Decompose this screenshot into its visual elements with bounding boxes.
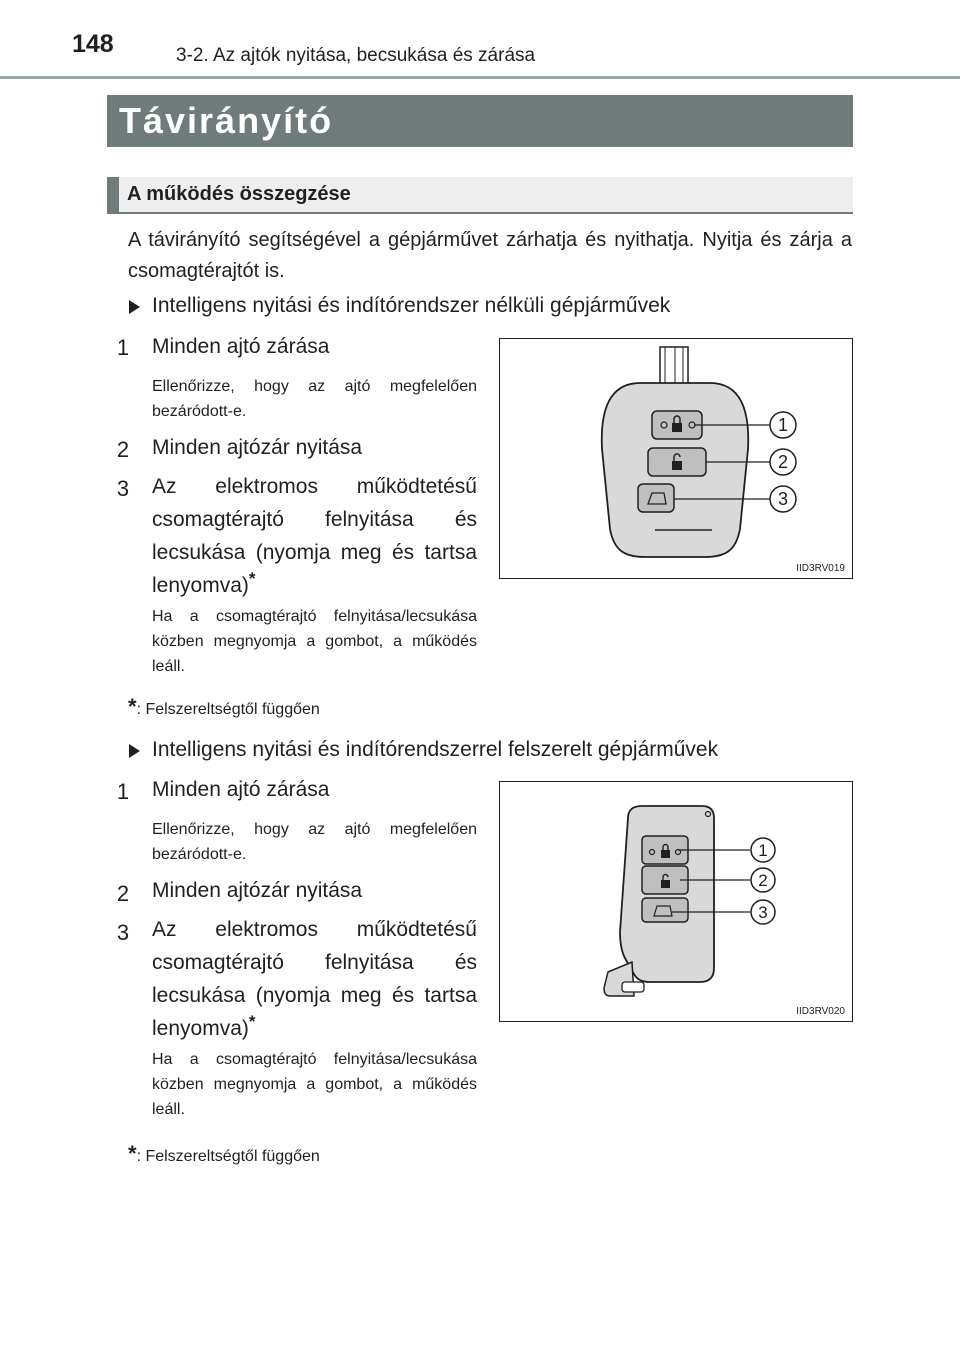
item-note: Ellenőrizze, hogy az ajtó megfelelően bezáródott-e. (152, 821, 477, 863)
remote-key-illustration (500, 339, 852, 578)
footnote-star: * (128, 1141, 137, 1166)
list-item: Minden ajtó zárása (152, 335, 330, 358)
trunk-button (638, 484, 674, 512)
header-divider (0, 76, 960, 79)
subsection-accent (107, 177, 119, 214)
list-item-text: Az elektromos működtetésű csomagtérajtó felnyitása és lecsukása (nyomja meg és tartsa lenyomva) (152, 918, 477, 1040)
figure-code: IID3RV020 (796, 1006, 845, 1017)
page-title: Távirányító (119, 100, 334, 141)
footnote-marker: * (248, 569, 256, 588)
page-title-bar (107, 95, 853, 147)
callout-label: 2 (777, 452, 789, 472)
callout-label: 3 (777, 489, 789, 509)
subsection-title: A működés összegzése (127, 183, 351, 205)
list-item (152, 913, 477, 1045)
key-figure-2 (499, 781, 853, 1022)
footnote (128, 694, 320, 720)
footnote-marker: * (248, 1012, 256, 1031)
list-item: Minden ajtózár nyitása (152, 879, 363, 902)
intro-paragraph: A távirányító segítségével a gépjárművet zárhatja és nyithatja. Nyitja és zárja a csomagtérajtót is. (128, 229, 852, 282)
page-number: 148 (72, 30, 114, 58)
trunk-button (642, 898, 688, 922)
footnote-star: * (128, 694, 137, 719)
circled-number-icon: 1 (116, 335, 130, 360)
footnote (128, 1141, 320, 1167)
circled-number-icon: 1 (116, 779, 130, 804)
circled-number-icon: 3 (116, 920, 130, 945)
footnote-text: : Felszereltségtől függően (136, 701, 320, 718)
smart-key-illustration (500, 782, 852, 1021)
list-item (152, 470, 477, 602)
footnote-text: : Felszereltségtől függően (136, 1148, 320, 1165)
item-note: Ha a csomagtérajtó felnyitása/lecsukása közben megnyomja a gombot, a működés leáll. (152, 1051, 477, 1118)
section-breadcrumb: 3-2. Az ajtók nyitása, becsukása és zárása (176, 45, 536, 66)
group-heading-text: Intelligens nyitási és indítórendszerrel felszerelt gépjárművek (152, 738, 719, 761)
item-note: Ha a csomagtérajtó felnyitása/lecsukása közben megnyomja a gombot, a működés leáll. (152, 608, 477, 675)
triangle-bullet-icon (129, 744, 140, 758)
circled-number-icon: 2 (116, 881, 130, 906)
callout-label: 2 (758, 871, 768, 890)
group-heading-text: Intelligens nyitási és indítórendszer nélküli gépjárművek (152, 294, 671, 317)
subsection-bar (107, 177, 853, 214)
triangle-bullet-icon (129, 300, 140, 314)
circled-number-icon: 2 (116, 437, 130, 462)
figure-code: IID3RV019 (796, 563, 845, 574)
list-item: Minden ajtó zárása (152, 778, 330, 801)
circled-number-icon: 3 (116, 476, 130, 501)
list-item: Minden ajtózár nyitása (152, 436, 363, 459)
item-note: Ellenőrizze, hogy az ajtó megfelelően bezáródott-e. (152, 378, 477, 420)
callout-label: 3 (758, 903, 768, 922)
callout-label: 1 (758, 841, 768, 860)
list-item-text: Az elektromos működtetésű csomagtérajtó felnyitása és lecsukása (nyomja meg és tartsa lenyomva) (152, 475, 477, 597)
key-figure-1 (499, 338, 853, 579)
callout-label: 1 (777, 415, 789, 435)
